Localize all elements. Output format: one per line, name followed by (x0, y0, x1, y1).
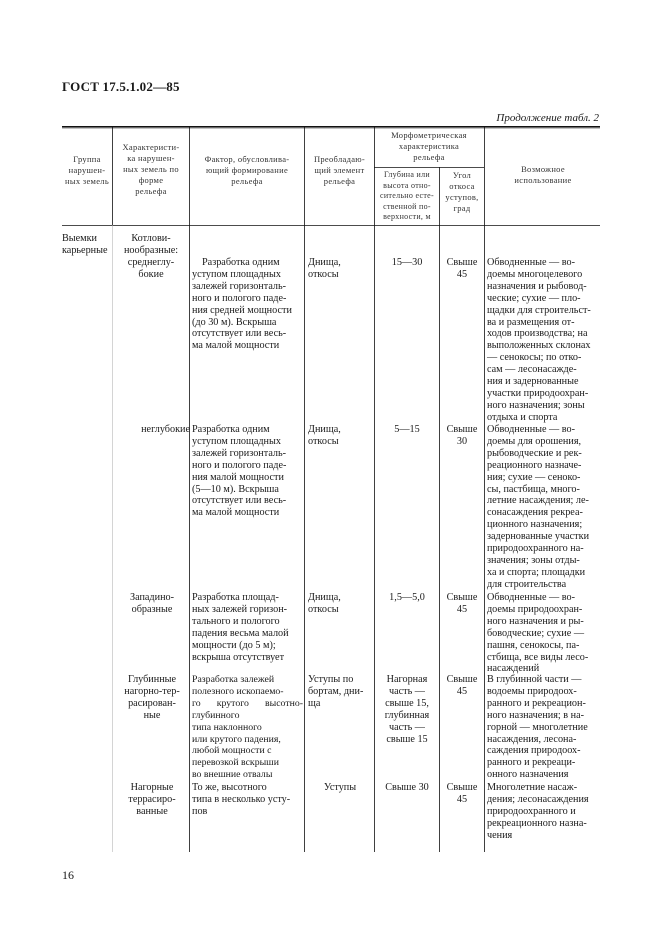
row-4-angle: Свыше 45 (446, 674, 478, 697)
row-1-element: Днища, откосы (308, 257, 341, 280)
row-4-usage: В глубинной части — водоемы природоох- ранного и рекреацион- ного назначения; в на- горной — многолетние насаждения, лесона- саждения природоох- ранного и рекреаци- онного назначения (487, 674, 588, 781)
row-5-element: Уступы (323, 782, 357, 793)
header-usage: Возможное использование (514, 164, 572, 185)
row-2-depth: 5—15 (394, 424, 420, 435)
header-group: Группа нарушен- ных земель (64, 154, 110, 186)
page-number: 16 (62, 868, 74, 882)
row-5-usage: Многолетние насаж- дения; лесонасаждения природоохранного и рекреационного назна- чения (487, 782, 589, 841)
row-2-element: Днища, откосы (308, 424, 341, 447)
row-2-usage: Обводненные — во- доемы для орошения, рыбоводческие и рек- реационного назначе- ния; сухие — сеноко- сы, пастбища, много- летние насаждения; ле- сонасаждения рекреа- ционного назначения; задернованные участки природоохранного на- значения; зоны отды- ха и спорта; площадки для строительства (487, 424, 590, 590)
continuation-label: Продолжение табл. 2 (496, 112, 599, 124)
row-3-characteristic: Западино- образные (129, 592, 175, 615)
row-1-characteristic: Котлови- нообразные: среднеглу- бокие (123, 233, 179, 280)
header-depth: Глубина или высота отно- сительно есте- ственной по- верхности, м (379, 170, 434, 222)
row-2-factor: Разработка одним уступом площадных залежей горизонталь- ного и пологого паде- ния малой мощности (5—10 м). Вскрыша отсутствует или весь- ма малой мощности (192, 424, 287, 519)
row-5-depth: Свыше 30 (385, 782, 429, 793)
header-characteristics: Характеристи- ка нарушен- ных земель по форме рельефа (122, 142, 180, 196)
row-4-element: Уступы по бортам, дни- ща (308, 674, 364, 709)
row-3-usage: Обводненные — во- доемы природоохран- ного назначения и ры- боводческие; сухие — пашня, сенокосы, па- стбища, все виды лесо- насаждений (487, 592, 589, 675)
data-table (62, 126, 600, 852)
row-2-angle: Свыше 30 (446, 424, 478, 447)
row-4-depth: Нагорная часть — свыше 15, глубинная часть — свыше 15 (384, 674, 430, 745)
standard-title: ГОСТ 17.5.1.02—85 (62, 79, 180, 94)
row-5-angle: Свыше 45 (446, 782, 478, 805)
row-1-usage: Обводненные — во- доемы многоцелевого назначения и рыбовод- ческие; сухие — пло- щадки для строительст- ва и размещения от- ходов производства; на выположенных склонах — сенокосы; по отко- сам — лесонасажде- ния и задернованные участки природоохран- ного назначения; зоны отдыха и спорта (487, 257, 591, 423)
header-element: Преобладаю- щий элемент рельефа (313, 154, 366, 186)
row-3-angle: Свыше 45 (446, 592, 478, 615)
row-1-angle: Свыше 45 (446, 257, 478, 280)
row-4-factor: Разработка залежей полезного ископаемо- го крутого высотно-глубинного типа наклонного или крутого падения, любой мощности с перевозкой вскрыши во внешние отвалы (192, 674, 303, 781)
row-2-characteristic: неглубокие (141, 424, 190, 435)
header-morphometric: Морфометрическая характеристика рельефа (391, 130, 467, 162)
group-label: Выемки карьерные (62, 233, 108, 256)
row-3-depth: 1,5—5,0 (389, 592, 425, 603)
header-factor: Фактор, обусловлива- ющий формирование рельефа (204, 154, 290, 186)
row-3-element: Днища, откосы (308, 592, 341, 615)
header-angle: Угол откоса уступов, град (445, 170, 479, 213)
row-3-factor: Разработка площад- ных залежей горизон- тального и пологого падения весьма малой мощности (до 5 м); вскрыша отсутствует (192, 592, 289, 663)
row-4-characteristic: Глубинные нагорно-тер- расирован- ные (124, 674, 180, 721)
row-5-characteristic: Нагорные террасиро- ванные (128, 782, 176, 817)
row-1-factor: Разработка одним уступом площадных залежей горизонталь- ного и пологого паде- ния средней мощности (до 30 м). Вскрыша отсутствует или весь- ма малой мощности (192, 257, 292, 352)
row-5-factor: То же, высотного типа в несколько усту- пов (192, 782, 291, 817)
row-1-depth: 15—30 (391, 257, 423, 268)
